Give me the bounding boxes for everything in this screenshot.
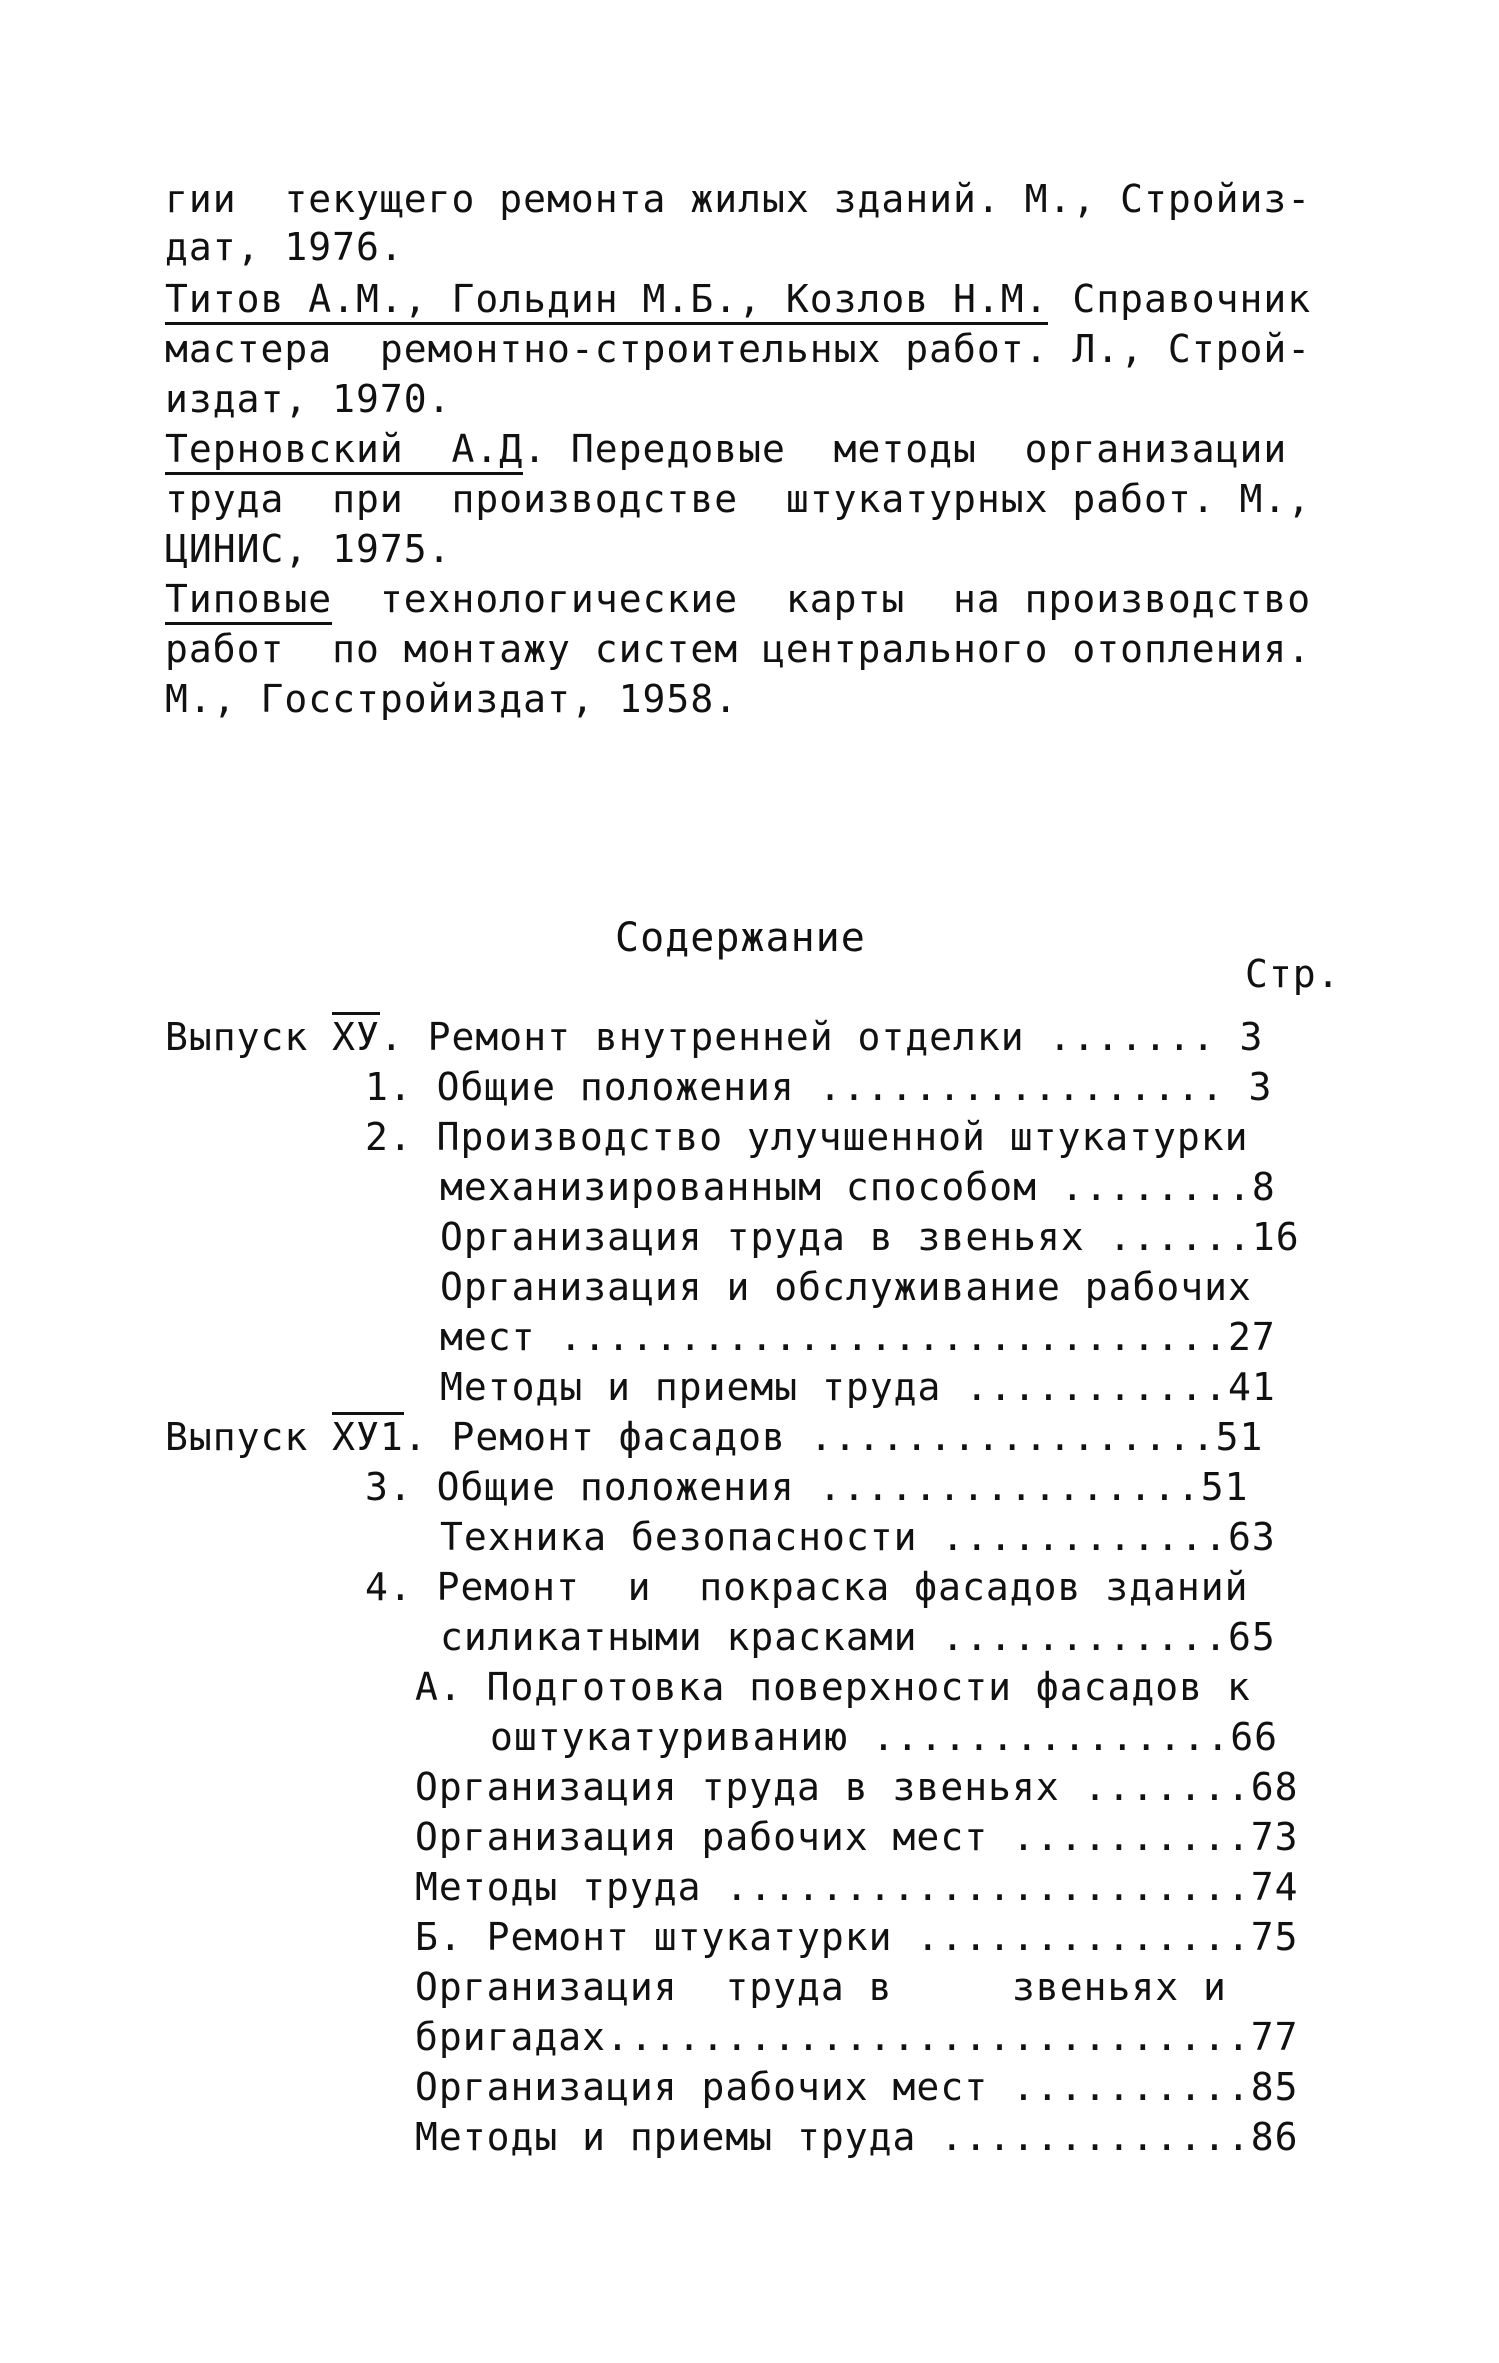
bib-line: работ по монтажу систем центрального отопления. — [165, 627, 1312, 671]
bib-author: Терновский А.Д — [165, 427, 523, 475]
toc-prefix: Выпуск — [165, 1015, 333, 1059]
toc-row: Б. Ремонт штукатурки ..............75 — [415, 1915, 1299, 1959]
toc-row-part-15 — [165, 1015, 1264, 1059]
toc-row: мест ............................27 — [440, 1315, 1276, 1359]
toc-row: Организация рабочих мест ..........73 — [415, 1815, 1299, 1859]
toc-row: 1. Общие положения ................. 3 — [365, 1065, 1273, 1109]
toc-row: Организация труда в звеньях .......68 — [415, 1765, 1299, 1809]
toc-row: Методы труда ......................74 — [415, 1865, 1299, 1909]
toc-row: бригадах...........................77 — [415, 2015, 1299, 2059]
toc-row: Техника безопасности ............63 — [440, 1515, 1276, 1559]
toc-row: Методы и приемы труда ...........41 — [440, 1365, 1276, 1409]
bib-entry-tipovye — [165, 577, 1312, 621]
bib-line: труда при производстве штукатурных работ. М., — [165, 477, 1312, 521]
toc-row: А. Подготовка поверхности фасадов к — [415, 1665, 1251, 1709]
toc-row: оштукатуриванию ...............66 — [490, 1715, 1278, 1759]
toc-entry: . Ремонт фасадов .................51 — [403, 1415, 1264, 1459]
bib-entry-ternovsky — [165, 427, 1288, 471]
toc-row: механизированным способом ........8 — [440, 1165, 1276, 1209]
toc-row: 3. Общие положения ................51 — [365, 1465, 1249, 1509]
bib-line: ЦИНИС, 1975. — [165, 527, 452, 571]
bib-author: Титов А.М., Гольдин М.Б., Козлов Н.М. — [165, 277, 1048, 325]
toc-row: Организация рабочих мест ..........85 — [415, 2065, 1299, 2109]
toc-row: Организация труда в звеньях и — [415, 1965, 1227, 2009]
toc-title: Содержание — [615, 915, 866, 961]
toc-row: 4. Ремонт и покраска фасадов зданий — [365, 1565, 1249, 1609]
bib-line: М., Госстройиздат, 1958. — [165, 677, 739, 721]
toc-prefix: Выпуск — [165, 1415, 333, 1459]
toc-row: силикатными красками ............65 — [440, 1615, 1276, 1659]
toc-row: Организация и обслуживание рабочих — [440, 1265, 1252, 1309]
bib-line: издат, 1970. — [165, 377, 452, 421]
toc-part-number: ХУ — [332, 1012, 380, 1059]
bib-title: Справочник — [1048, 277, 1312, 321]
toc-row: 2. Производство улучшенной штукатурки — [365, 1115, 1249, 1159]
bib-title: . Передовые методы организации — [523, 427, 1288, 471]
toc-page-header: Стр. — [1245, 952, 1341, 996]
toc-part-number: ХУ1 — [332, 1412, 404, 1459]
toc-entry: . Ремонт внутренней отделки ....... 3 — [379, 1015, 1264, 1059]
bib-title: технологические карты на производство — [332, 577, 1312, 621]
toc-row: Методы и приемы труда .............86 — [415, 2115, 1299, 2159]
bib-line: дат, 1976. — [165, 225, 404, 269]
toc-row: Организация труда в звеньях ......16 — [440, 1215, 1300, 1259]
bib-entry-titov — [165, 277, 1312, 321]
bib-line: гии текущего ремонта жилых зданий. М., Стройиз- — [165, 177, 1312, 221]
toc-row-part-16 — [165, 1415, 1264, 1459]
bib-line: мастера ремонтно-строительных работ. Л., Строй- — [165, 327, 1312, 371]
bib-author: Типовые — [165, 577, 332, 625]
